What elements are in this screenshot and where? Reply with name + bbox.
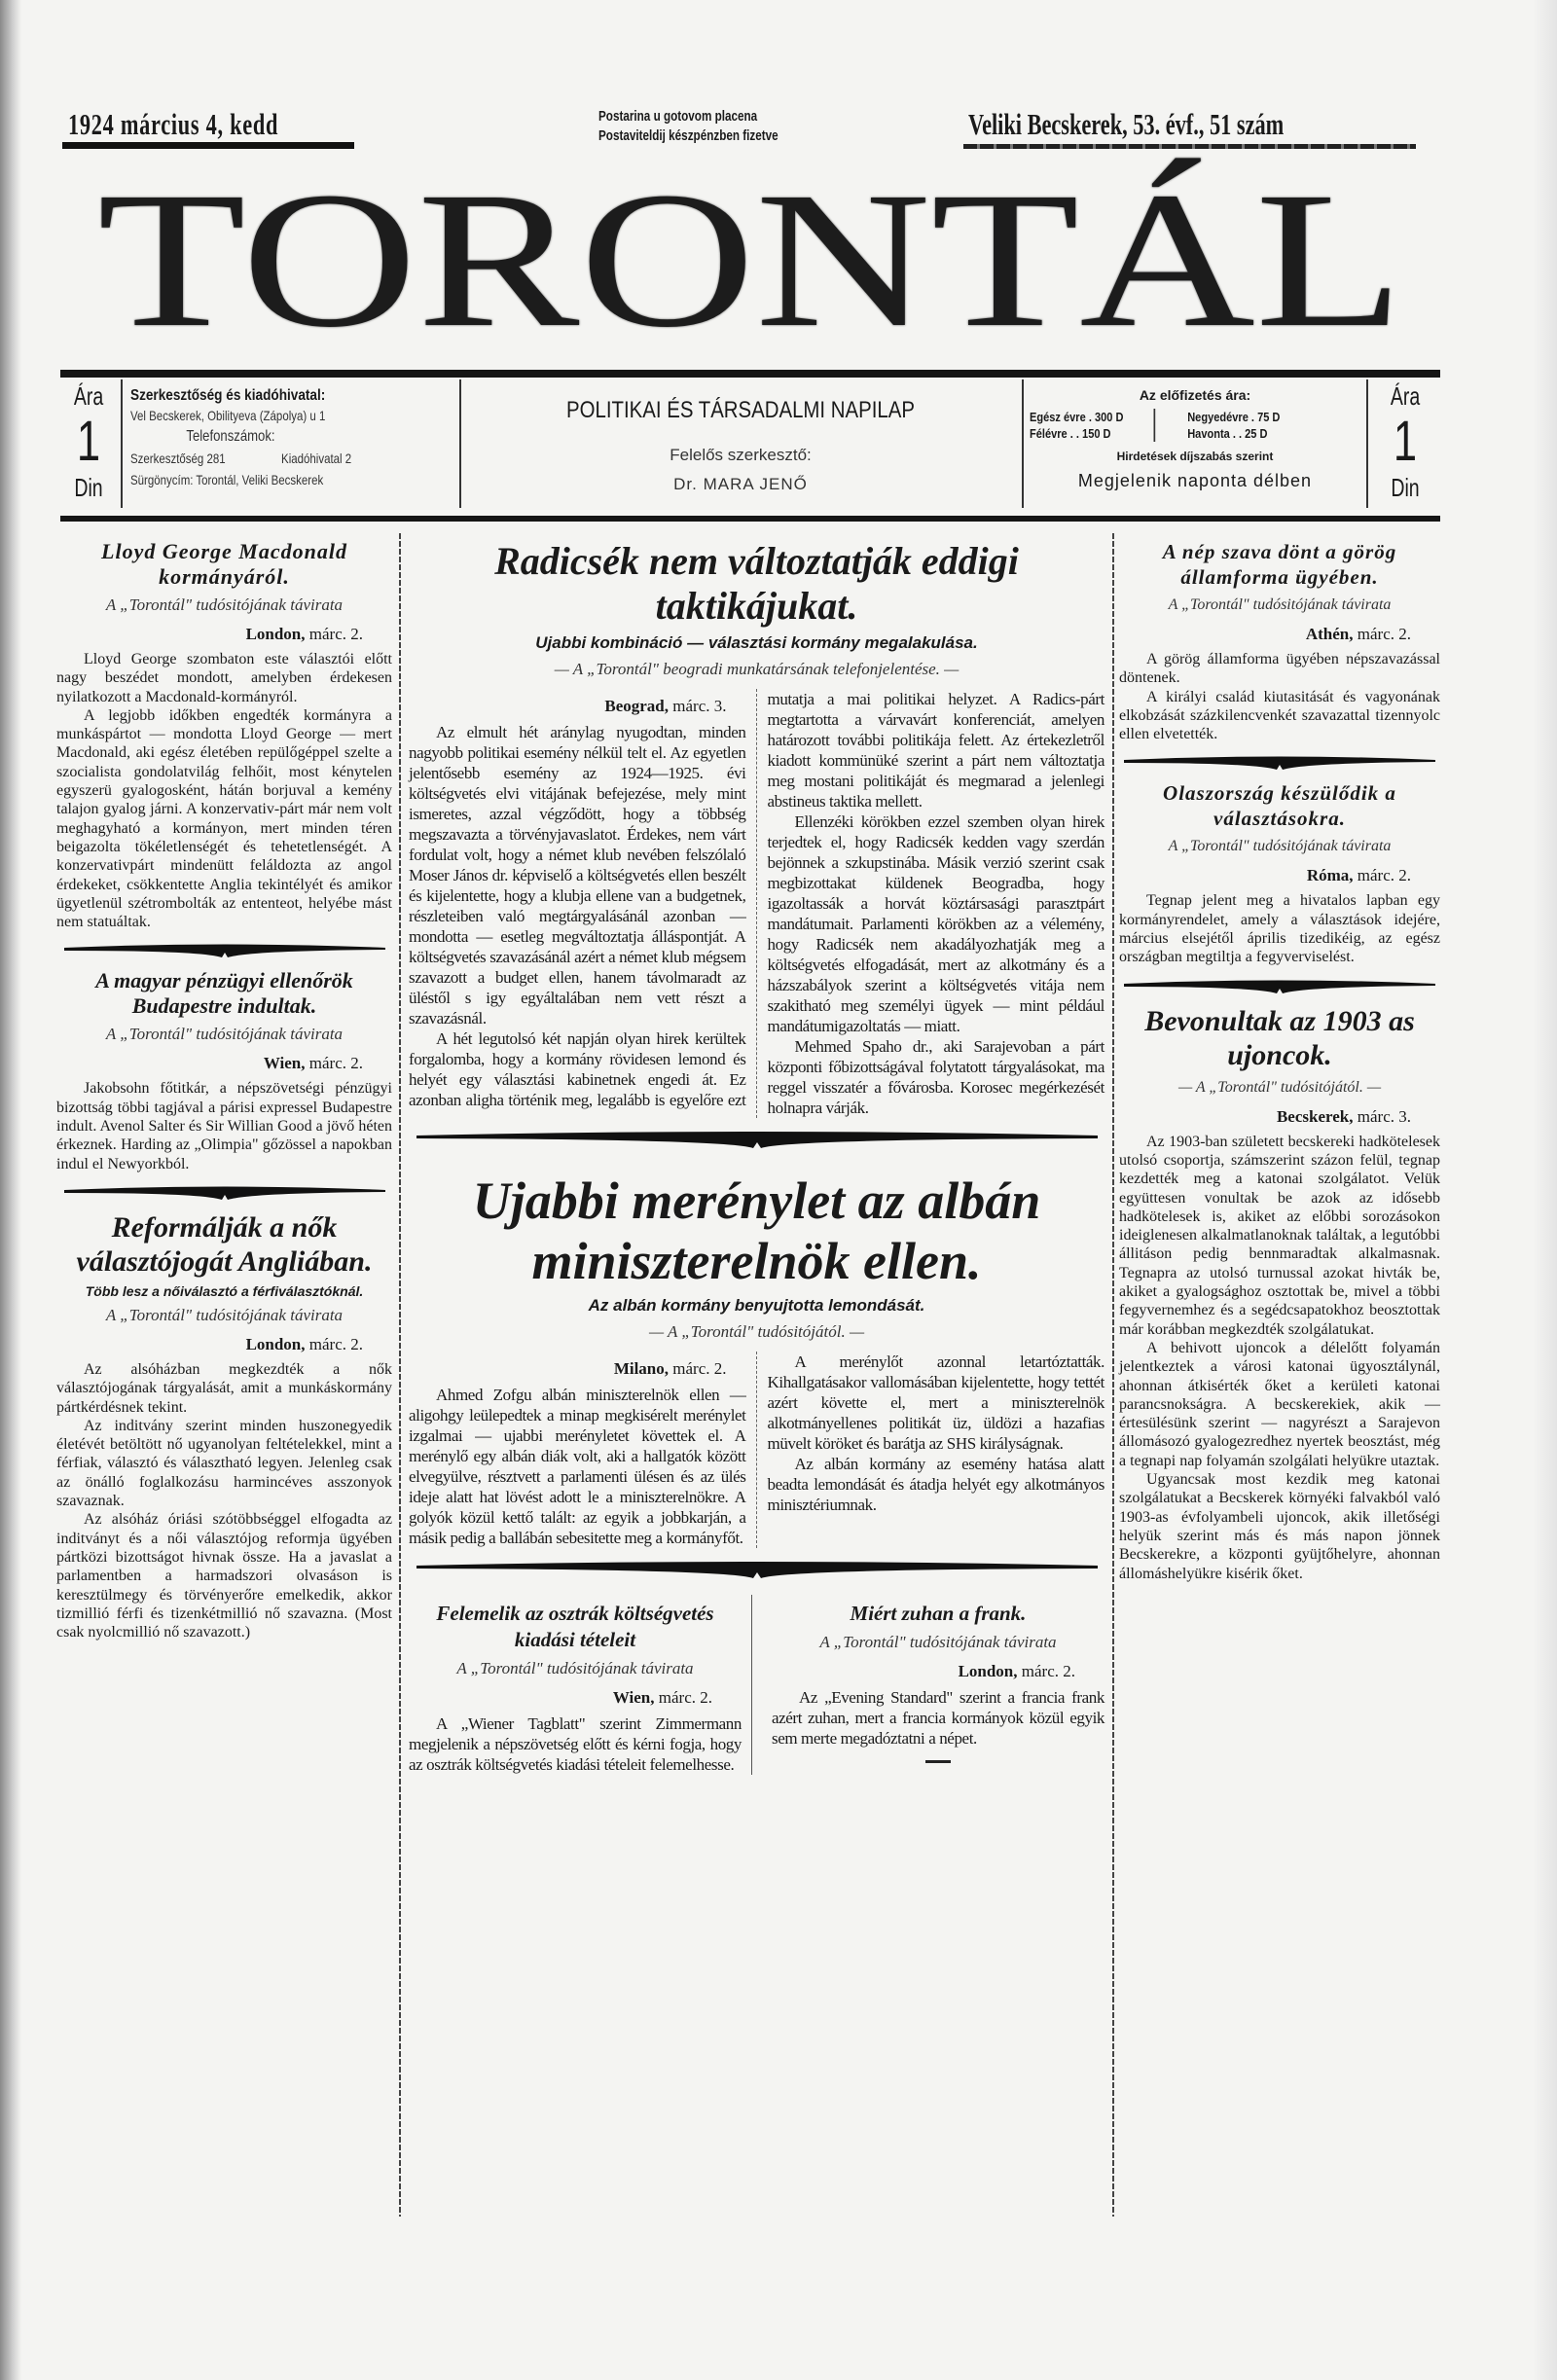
divider [1022,379,1024,508]
subscription-prices [1030,409,1360,442]
paragraph: A hét legutolsó két napján olyan hirek kerültek forgalomba, hogy a kormány rövidesen lemond és helyét egy választási kabinetnek engedi át. Ez azonban aligha történik meg, legalább is egyelőre ezt mutatja a mai politikai helyzet. A Radics-párt megtartotta a várvavárt konferenciát, amelyen határozott további politikája felett. Az értekezletről kiadott kommünüké szerint a párt nem változtatja meg mostani politikáját és megmarad a jelenlegi abstineus taktika mellett. [409,690,1104,1109]
article-albanian-pm [409,1171,1104,1548]
paragraph: Ahmed Zofgu albán miniszterelnök ellen — aligohgy leülepedtek a minap megkisérelt merénylet izgalmai — ujabbi merényletet követtek el. A merénylő egy albán diák volt, aki a hallgatók között elvegyülve, résztvett a parlamenti ülésen és az ülés ideje alatt hat lövést adott le a miniszterelnökre. A golyók közül kettő talált: az egyik a jobbkarján, a másik pedig a ballábán sebesitette meg a kormányfőt. [409,1386,746,1547]
article-title: Olaszország készülődik a választásokra. [1163,781,1396,831]
price-right [1379,379,1431,510]
telegram-address: Sürgönycím: Torontál, Veliki Becskerek [130,472,324,487]
article-body [56,650,392,931]
article-body [409,689,1104,1118]
phones-title: Telefonszámok: [186,428,275,445]
postal-line-1: Postarina u gotovom placena [598,108,758,125]
article-dateline: Athén, márc. 2. [1305,625,1411,643]
article-subtitle: Több lesz a nőiválasztó a férfiválasztóknál. [85,1282,364,1299]
price-value: 1 [76,410,101,473]
price-label: Ára [73,381,104,411]
paragraph: Az 1903-ban született becskereki hadkötelesek utolsó csoportja, számszerint százon felül, tegnap kezdették meg a katonai szolgálatot. Velük együttesen vonultak be azok az idősebb hadkötelesek is, akiket az előbbi sorozásokon ideiglenesen alkalmatlanoknak találtak, a legutóbbi állitáson pedig bennmaradtak alkalmasnak. Tegnapra az utolsó turnussal azokat hivták be, akiket a gyalogsághoz osztottak be, mivel a többi fegyvernemhez és a segédcsapatokhoz beosztottak már korábban megkezdték szolgálatukat. [1119,1133,1440,1338]
article-byline: — A „Torontál" tudósitójától. — [648,1322,865,1341]
subscription-col-1 [1030,409,1155,442]
appears-note: Megjelenik naponta délben [1077,471,1313,490]
paragraph: Az albán kormány az esemény hatása alatt beadta lemondását és átadja helyét egy alkotmányos minisztériumnak. [767,1455,1104,1514]
issue-date: 1924 március 4, kedd [68,107,279,141]
issue-number: Veliki Becskerek, 53. évf., 51 szám [968,107,1285,141]
article-byline: A „Torontál" tudósitójának távirata [105,595,344,614]
editorial-address: Vel Becskerek, Obilityeva (Zápolya) u 1 [130,408,326,423]
article-dateline: London, márc. 2. [245,625,363,643]
article-dateline: Róma, márc. 2. [1306,866,1411,885]
article-dateline: Beograd, márc. 3. [604,697,727,715]
article-austrian-budget [409,1595,752,1775]
article-title: Radicsék nem változtatják eddigi taktikájukat. [494,539,1019,628]
paragraph: A legjobb időkben engedték kormányra a munkáspártot — mondotta Lloyd George — mert Macdonald, aki egész életében repülőgéppel szelte a szocialista gondolatvilág felhőit, most kénytelen egyszerü gyalogosként, hátán borjuval a kemény talajon gyalog járni. A konzervativ-párt már nem volt meghagyható a kormányon, mert minden téren beigazolta tökéletlenségét és tehetetlenségét. A konzervativpárt mindenütt feláldozta az angol érdekeket, csökkentette Anglia tekintélyét és amikor ügyetlenül szétrombolták az ententeot, helyébe mást nem statuáltak. [56,706,392,931]
article-radics [409,539,1104,1118]
article-byline: — A „Torontál" beogradi munkatársának telefonjelentése. — [554,660,960,678]
article-body [772,1687,1104,1749]
price-unit: Din [74,473,103,502]
postal-line-2: Postaviteldij készpénzben fizetve [598,127,778,144]
end-mark [925,1760,951,1763]
article-womens-suffrage [56,1210,392,1641]
article-subtitle: Az albán kormány benyujtotta lemondását. [588,1296,925,1315]
paragraph: Ellenzéki körökben ezzel szemben olyan hirek terjedtek el, hogy Radicsék kedden vagy szerdán bejönnek a szkupstinába. Másik verzió szerint csak megbizottakat küldenek Beogradba, hogy igazoltassák a horvát köztársasági parasztpárt mandátumait. Parlamenti körökben az a vélemény, hogy Radicsék nem akadályozhatják meg a költségvetés elfogadását, mert az alkotmány és a házszabályok szerint a költségvetés vitája nem szakitható meg személyi ügyek — mint például mandátumigazoltatás — miatt. [767,812,1104,1035]
article-dateline: London, márc. 2. [958,1662,1075,1680]
paragraph: Az inditvány szerint minden huszonegyedik életévét betöltött nő ugyanolyan feltételekkel, mint a férfiak, választó és választható legyen. Jelenleg csak az önálló foglalkozásu harmincéves asszonyok szavaznak. [56,1417,392,1510]
ads-note: Hirdetések díjszabás szerint [1116,450,1274,463]
ornament-divider [64,1183,385,1201]
article-subtitle: Ujabbi kombináció — választási kormány megalakulása. [535,633,978,652]
price-left [67,379,110,510]
paragraph: Az „Evening Standard" szerint a francia frank azért zuhan, mert a francia kormányok közül egyik sem merte megadóztatni a népet. [772,1688,1104,1748]
paragraph: A merénylőt azonnal letartóztatták. Kihallgatásakor vallomásában kijelentette, hogy tettét azért követte el, mert a miniszterelnök alkotmányellenes politikát üz, üldözi a hazafias müvelt köröket és barátja az SHS királyságnak. [767,1352,1104,1453]
scan-edge-left [0,0,21,2380]
article-body [56,1360,392,1641]
column-rule [1112,533,1114,2217]
article-franc [772,1595,1104,1775]
paragraph: A görög államforma ügyében népszavazással döntenek. [1119,651,1440,687]
article-greek-referendum [1119,539,1440,743]
article-dateline: Wien, márc. 2. [263,1054,363,1073]
article-title: Bevonultak az 1903 as ujoncok. [1144,1004,1415,1071]
article-title: Lloyd George Macdonald kormányáról. [101,539,347,589]
article-body [56,1079,392,1172]
price-unit: Din [1391,473,1420,502]
ornament-divider [64,941,385,958]
editorial-title: Szerkesztőség és kiadóhivatal: [130,387,326,404]
article-dateline: Becskerek, márc. 3. [1276,1106,1411,1126]
price-label: Ára [1390,381,1421,411]
editor-label: Felelős szerkesztő: [670,446,812,464]
paragraph: A királyi család kiutasitását és vagyonának elkobzását százkilencvenkét szavazattal tizennyolc ellen elvetették. [1119,688,1440,743]
article-financial-controllers [56,968,392,1172]
article-body [1119,1133,1440,1583]
article-lloyd-george [56,539,392,931]
editorial-info [130,379,471,516]
article-body [409,1352,1104,1548]
article-byline: A „Torontál" tudósitójának távirata [819,1633,1057,1651]
price-value: 1 [1393,410,1418,473]
article-dateline: Wien, márc. 2. [612,1688,712,1707]
paragraph: Lloyd George szombaton este választói előtt nagy beszédet mondott, amelyben érdekesen nyilatkozott a Macdonald-kormányról. [56,651,392,705]
divider [459,379,461,508]
article-title: A nép szava dönt a görög államforma ügyében. [1162,540,1397,589]
article-title: Reformálják a nők választójogát Angliában. [76,1210,373,1278]
paragraph: Ugyancsak most kezdik meg katonai szolgálatukat a Becskerek környéki falvakból való 1903-as évfolyambeli ujoncok, akik illetőségi helyük szerint más és más napon jönnek Becskerekre, a központi gyüjtőhelyre, ahonnan állomáshelyükre kisérik őket. [1119,1471,1440,1582]
tagline: POLITIKAI ÉS TÁRSADALMI NAPILAP [566,397,915,423]
right-column [1119,533,1440,1583]
ornament-divider [416,1558,1098,1579]
paragraph: Az elmult hét aránylag nyugodtan, minden nagyobb politikai esemény nélkül telt el. Az egyetlen jelentősebb esemény az 1924—1925. évi költségvetés elvi vitájának befejezése, mely mint ismeretes, azzal végződött, hogy a többség megszavazta a törvényjavaslatot. Érdekes, nem várt fordulat volt, hogy a német klub nevében felszólaló Moser János dr. képviselő a költségvetés ellen beszélt és kijelentette, hogy a klubja ellene van a budgetnek, részleteiben való megtárgyalásánál azonban — mondotta — esetleg megváltoztatja álláspontját. A költségvetés szavazásánál azért a német klub mégsem szavazott a budget ellen, hanem távolmaradt az üléstől s igy egyáltalában nem vett részt a szavazásnál. [409,723,746,1028]
article-byline: A „Torontál" tudósitójának távirata [1168,596,1392,613]
column-rule [399,533,401,2217]
article-title: Ujabbi merénylet az albán miniszterelnök ellen. [472,1172,1041,1290]
masthead-rule [60,370,1440,378]
left-column [56,533,392,1641]
masthead-title: TORONTÁL [97,153,1404,368]
paragraph: A „Wiener Tagblatt" szerint Zimmermann megjelenik a népszövetség előtt és kérni fogja, hogy az osztrák költségvetés kiadási tételeit felemelhesse. [409,1714,742,1774]
phone-office: Kiadóhivatal 2 [281,451,352,466]
article-italy-elections [1119,780,1440,966]
postal-note [598,107,778,146]
ornament-divider [416,1128,1098,1149]
paragraph: Tegnap jelent meg a hivatalos lapban egy kormányrendelet, amely a választások idejére, március elsejétől április tizedikéig, az egész országban megtiltja a fegyverviselést. [1119,892,1440,966]
paragraph: Mehmed Spaho dr., aki Sarajevoban a párt központi főbizottságával folytatott tárgyalásokat, ma reggel visszatér a fővárosba. Korosec megérkezését holnapra várják. [767,1037,1104,1117]
editor-name: Dr. MARA JENŐ [673,475,808,493]
paragraph: A behivott ujoncok a délelőtt folyamán jelentkeztek a városi katonai ügyosztálynál, ahonnan átkisérték őket a kerületi katonai parancsnokságra. A becskerekiek, akik — értesülésünk szerint — nagyrészt a Sarajevon állomásozó gyalogezredhez nyertek beosztást, még a tegnapi nap folyamán szolgálati helyükre utaztak. [1119,1339,1440,1469]
paragraph: Az alsóházban megkezdték a nők választójogának tárgyalását, amit a munkáskormány pártkérdésnek tekint. [56,1360,392,1416]
article-dateline: London, márc. 2. [245,1334,363,1353]
sub-year: Egész évre . 300 D [1030,410,1124,424]
ornament-divider [1124,977,1435,994]
paragraph: Jakobsohn főtitkár, a népszövetségi pénzügyi bizottság többi tagjával a párisi expressel Budapestre indult. Avenol Salter és Sir Willian Good a jövő héten érkeznek. Harding az „Olimpia" gőzössel a napokban indul el Newyorkból. [56,1080,392,1172]
article-byline: A „Torontál" tudósitójának távirata [105,1025,344,1044]
article-recruits [1119,1004,1440,1583]
bottom-articles [409,1595,1104,1775]
phones [130,448,410,469]
article-body [1119,650,1440,743]
issue-rule [963,144,1416,149]
divider [1366,379,1368,508]
article-title: A magyar pénzügyi ellenőrök Budapestre indultak. [95,968,353,1019]
article-body [1119,891,1440,966]
scan-edge-right [1533,0,1557,2380]
middle-column [409,533,1104,1775]
info-rule [60,516,1440,522]
article-title: Miért zuhan a frank. [850,1602,1027,1625]
sub-half: Félévre . . 150 D [1030,426,1111,441]
date-rule [62,142,354,149]
subscription-col-2 [1177,409,1280,442]
article-byline: — A „Torontál" tudósitójától. — [1177,1078,1382,1096]
phone-editorial: Szerkesztőség 281 [130,451,226,466]
article-byline: A „Torontál" tudósitójának távirata [1168,838,1392,855]
article-byline: A „Torontál" tudósitójának távirata [105,1305,344,1324]
sub-quarter: Negyedévre . 75 D [1187,410,1281,424]
tagline-box [463,379,1018,525]
subscription-title: Az előfizetés ára: [1139,387,1251,403]
article-byline: A „Torontál" tudósitójának távirata [456,1659,694,1677]
subscription-box [1030,379,1360,516]
article-dateline: Milano, márc. 2. [613,1359,727,1378]
paragraph: Az alsóház óriási szótöbbséggel elfogadta az inditványt és a női választójog reformja ügyében pártközi bizottságot hivnak össze. Ha a javaslat a parlamentben a harmadszori olvasáson is keresztülmegy és törvényerőre emelkedik, akkor tizmillió férfi és tizenkétmillió nő szavazna. (Most csak nyolcmillió nő szavazott.) [56,1511,392,1641]
article-body [409,1713,742,1775]
info-box [60,379,1440,508]
sub-month: Havonta . . 25 D [1187,426,1268,441]
divider [121,379,123,508]
ornament-divider [1124,753,1435,771]
article-title: Felemelik az osztrák költségvetés kiadási tételeit [436,1602,714,1651]
